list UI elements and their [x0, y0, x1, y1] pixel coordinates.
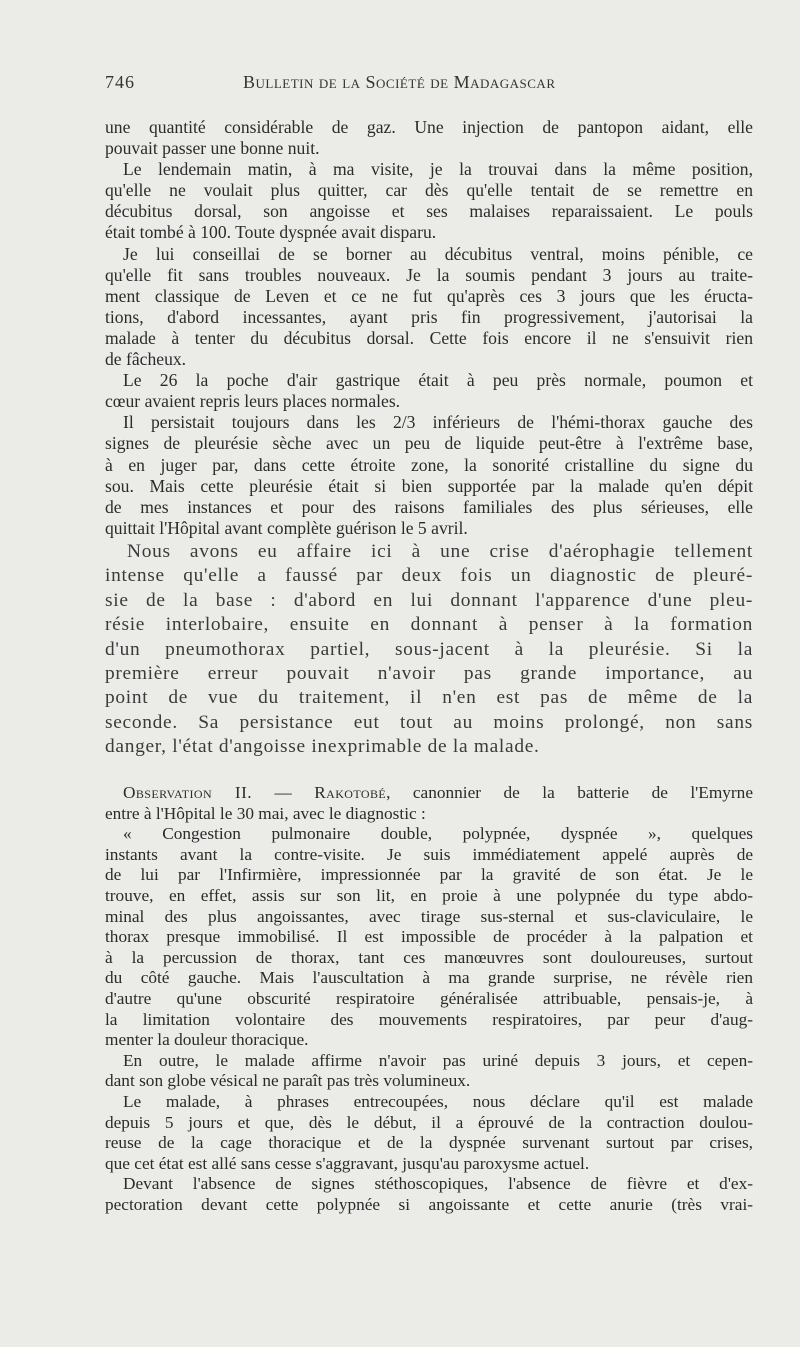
commentary-paragraph	[105, 540, 753, 760]
text-line: qu'elle ne voulait plus quitter, car dès qu'elle tentait de se remettre en	[105, 180, 753, 201]
text-line: une quantité considérable de gaz. Une injection de pantopon aidant, elle	[105, 117, 753, 137]
text-line: tions, d'abord incessantes, ayant pris fin progressivement, j'autorisai la	[105, 306, 753, 327]
text-line: thorax presque immobilisé. Il est impossible de procéder à la palpation et	[105, 927, 753, 947]
text-line: quittait l'Hôpital avant complète guérison le 5 avril.	[105, 517, 468, 538]
text-line: Le lendemain matin, à ma visite, je la trouvai dans la même position,	[123, 159, 753, 180]
text-line: « Congestion pulmonaire double, polypnée, dyspnée », quelques	[123, 824, 753, 844]
text-line: minal des plus angoissantes, avec tirage sus-sternal et sus-claviculaire, le	[105, 906, 753, 926]
text-line: cœur avaient repris leurs places normales.	[105, 391, 401, 412]
text-line: reuse de la cage thoracique et de la dyspnée survenant surtout par crises,	[105, 1133, 753, 1153]
text-line: sie de la base : d'abord en lui donnant l'apparence d'une pleu-	[105, 589, 753, 611]
text-line: point de vue du traitement, il n'en est pas de même de la	[105, 687, 753, 709]
text-line: entre à l'Hôpital le 30 mai, avec le diagnostic :	[105, 803, 426, 823]
text-line: était tombé à 100. Toute dyspnée avait disparu.	[105, 222, 437, 243]
text-line: à la percussion de thorax, tant ces manœuvres sont douloureuses, surtout	[105, 947, 753, 967]
text-line: Devant l'absence de signes stéthoscopiques, l'absence de fièvre et d'ex-	[123, 1174, 753, 1194]
running-title: Bulletin de la Société de Madagascar	[243, 72, 556, 92]
text-line: menter la douleur thoracique.	[105, 1030, 309, 1050]
observation-label: Observation II.	[123, 783, 252, 802]
text-line: Nous avons eu affaire ici à une crise d'aérophagie tellement	[127, 541, 753, 562]
text-line: intense qu'elle a faussé par deux fois un diagnostic de pleuré-	[105, 565, 753, 587]
text-line: résie interlobaire, ensuite en donnant à penser à la formation	[105, 614, 753, 636]
observation-ii-section	[105, 783, 753, 1215]
case-narrative-paragraphs	[105, 117, 753, 539]
observation-heading-line: Observation II. — Rakotobé, canonnier de la batterie de l'Emyrne	[123, 783, 753, 802]
text-line: première erreur pouvait n'avoir pas grande importance, au	[105, 663, 753, 685]
text-line: En outre, le malade affirme n'avoir pas uriné depuis 3 jours, et cepen-	[123, 1050, 753, 1070]
text-line: danger, l'état d'angoisse inexprimable de la malade.	[105, 736, 540, 758]
text-line: instants avant la contre-visite. Je suis immédiatement appelé auprès de	[105, 844, 753, 864]
text-line: de mes instances et pour des raisons familiales des plus sérieuses, elle	[105, 496, 753, 517]
text-line: que cet état est allé sans cesse s'aggravant, jusqu'au paroxysme actuel.	[105, 1153, 590, 1173]
text-line: trouve, en effet, assis sur son lit, en proie à une polypnée du type abdo-	[105, 885, 753, 905]
text-line: du côté gauche. Mais l'auscultation à ma grande surprise, ne révèle rien	[105, 968, 753, 988]
text-line: sou. Mais cette pleurésie était si bien supportée par la malade qu'en dépit	[105, 475, 753, 496]
page-header	[105, 70, 756, 96]
text-line: Je lui conseillai de se borner au décubitus ventral, moins pénible, ce	[123, 243, 753, 264]
text-line: de lui par l'Infirmière, impressionnée par la gravité de son état. Je le	[105, 865, 753, 885]
text-line: la limitation volontaire des mouvements respiratoires, par peur d'aug-	[105, 1009, 753, 1029]
text-line: de fâcheux.	[105, 349, 187, 370]
text-line: d'un pneumothorax partiel, sous-jacent à la pleurésie. Si la	[105, 638, 753, 660]
text-line: seconde. Sa persistance eut tout au moins prolongé, non sans	[105, 711, 753, 733]
text-line: décubitus dorsal, son angoisse et ses malaises reparaissaient. Le pouls	[105, 201, 753, 222]
text-line: malade à tenter du décubitus dorsal. Cette fois encore il ne s'ensuivit rien	[105, 327, 753, 348]
text-fragment: canonnier de la batterie de l'Emyrne	[412, 783, 753, 802]
text-line: d'autre qu'une obscurité respiratoire généralisée attribuable, pensais-je, à	[105, 988, 753, 1008]
text-line: à en juger par, dans cette étroite zone, la sonorité cristalline du signe du	[105, 454, 753, 475]
text-line: qu'elle fit sans troubles nouveaux. Je la soumis pendant 3 jours au traite-	[105, 264, 753, 285]
text-line: pouvait passer une bonne nuit.	[105, 138, 320, 159]
text-line: Le malade, à phrases entrecoupées, nous déclare qu'il est malade	[123, 1091, 753, 1111]
text-line: signes de pleurésie sèche avec un peu de liquide peut-être à l'extrême base,	[105, 433, 753, 454]
page-number: 746	[105, 72, 135, 92]
text-line: dant son globe vésical ne paraît pas très volumineux.	[105, 1071, 471, 1091]
text-line: Le 26 la poche d'air gastrique était à peu près normale, poumon et	[123, 370, 753, 391]
text-line: depuis 5 jours et que, dès le début, il a éprouvé de la contraction doulou-	[105, 1112, 753, 1132]
text-line: Il persistait toujours dans les 2/3 inférieurs de l'hémi-thorax gauche des	[123, 412, 753, 433]
text-line: pectoration devant cette polypnée si angoissante et cette anurie (très vrai-	[105, 1194, 753, 1214]
text-line: ment classique de Leven et ce ne fut qu'après ces 3 jours que les éructa-	[105, 285, 753, 306]
patient-name: Rakotobé	[314, 783, 387, 802]
